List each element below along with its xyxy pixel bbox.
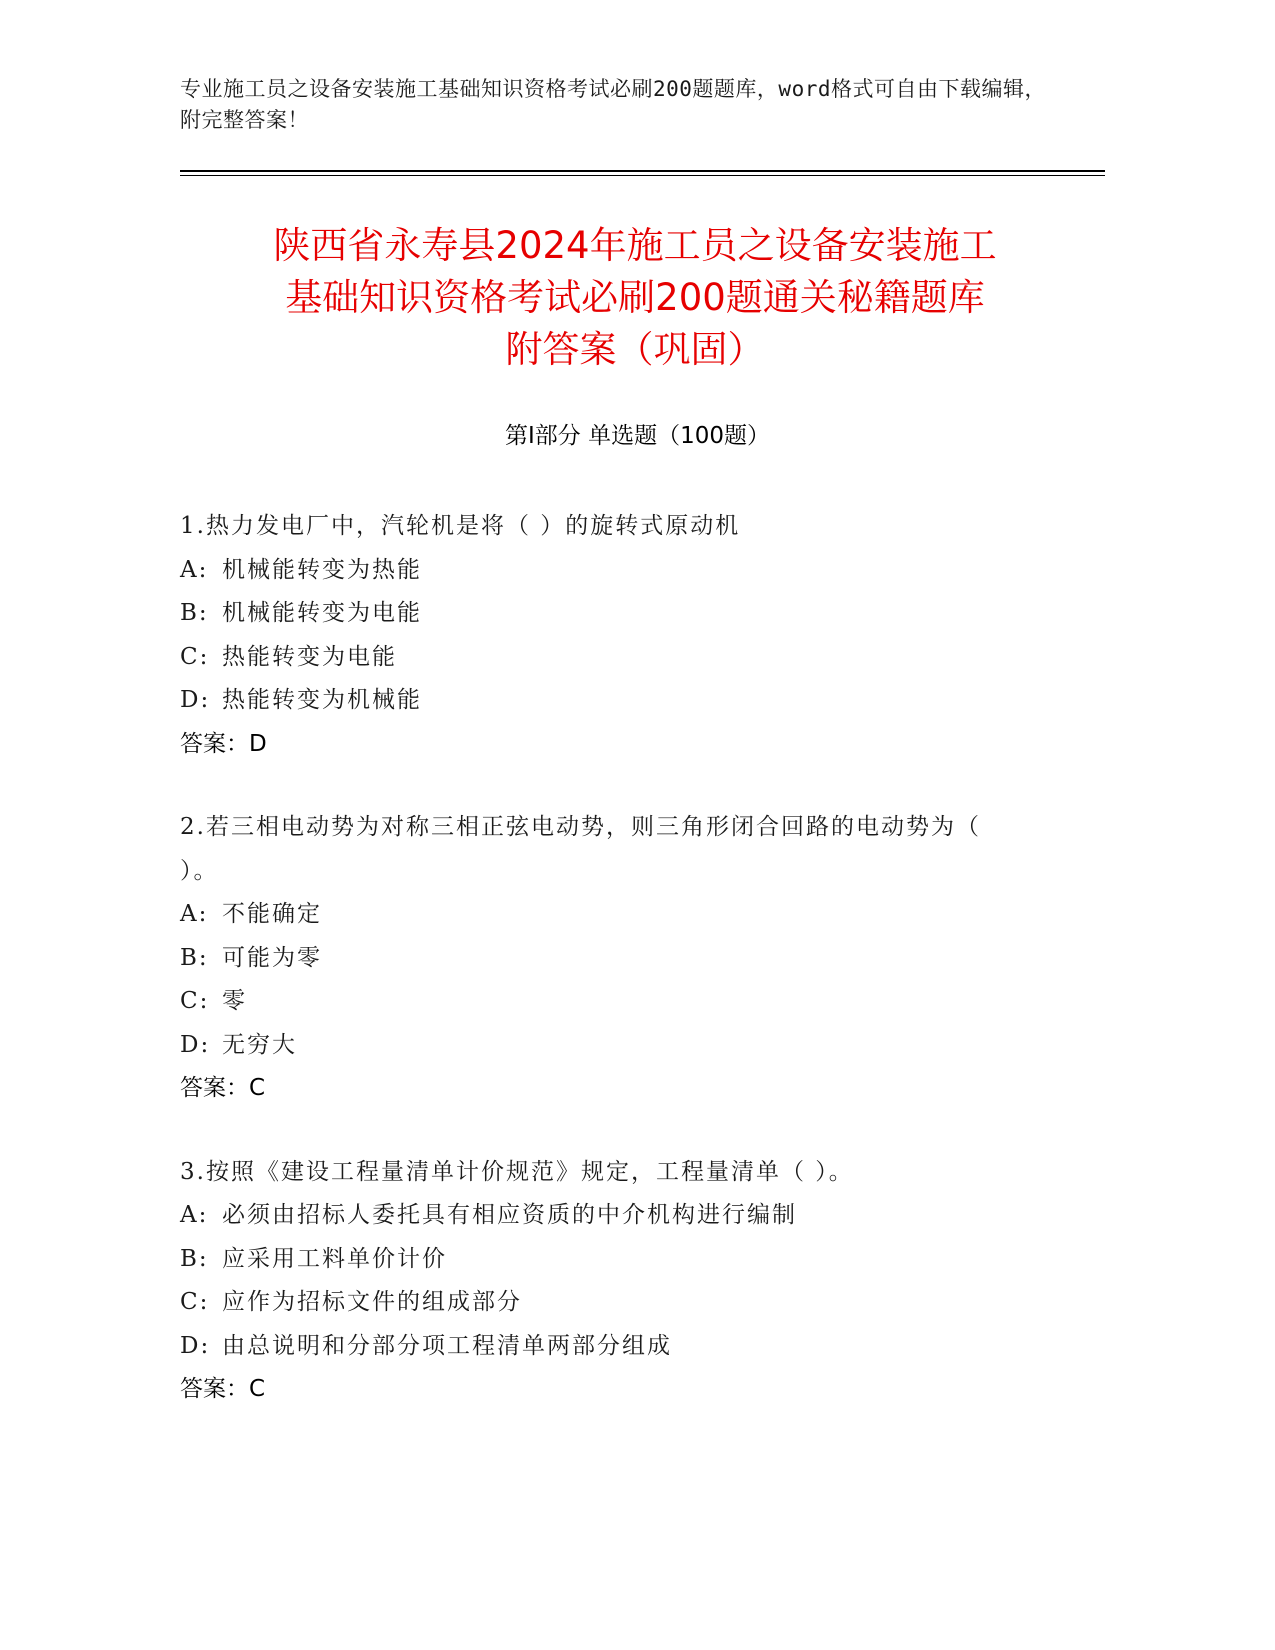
header-divider-thick [180, 170, 1105, 172]
question-stem: 1.热力发电厂中，汽轮机是将（ ）的旋转式原动机 [180, 513, 741, 539]
header-divider-thin [180, 175, 1105, 176]
option-text: 由总说明和分部分项工程清单两部分组成 [222, 1332, 672, 1359]
header-note: 专业施工员之设备安装施工基础知识资格考试必刷200题题库，word格式可自由下载编辑，附完整答案！ [180, 77, 1046, 132]
option-text: 不能确定 [222, 901, 322, 927]
option-text: 热能转变为电能 [222, 643, 397, 670]
option-c [180, 636, 1080, 680]
option-a [180, 549, 1080, 593]
answer: 答案：D [180, 730, 267, 757]
question-2 [180, 806, 1080, 1111]
option-key: A: [180, 1202, 209, 1228]
option-text: 应作为招标文件的组成部分 [222, 1289, 522, 1315]
question-3 [180, 1151, 1080, 1412]
answer: 答案：C [180, 1376, 266, 1402]
option-b [180, 592, 1080, 636]
option-key: B: [180, 1245, 209, 1272]
question-list [180, 505, 1080, 1452]
option-text: 无穷大 [222, 1031, 297, 1058]
option-d [180, 679, 1080, 723]
option-text: 机械能转变为电能 [222, 600, 422, 626]
option-key: A: [180, 901, 209, 927]
option-key: C: [180, 988, 210, 1014]
document-title [130, 220, 1140, 376]
option-text: 可能为零 [222, 944, 322, 971]
question-stem: 3.按照《建设工程量清单计价规范》规定，工程量清单（ ）。 [180, 1158, 854, 1185]
option-d [180, 1024, 1080, 1068]
option-key: C: [180, 643, 210, 670]
answer: 答案：C [180, 1075, 266, 1101]
document-title-line-3: 附答案（巩固） [505, 328, 765, 371]
option-key: D: [180, 1332, 211, 1359]
section-title: 第Ⅰ部分 单选题（100题） [505, 423, 770, 449]
option-c [180, 980, 1080, 1024]
option-key: D: [180, 687, 211, 713]
option-c [180, 1281, 1080, 1325]
option-text: 应采用工料单价计价 [222, 1245, 447, 1272]
question-stem: 2.若三相电动势为对称三相正弦电动势，则三角形闭合回路的电动势为（ ）。 [180, 814, 981, 884]
question-1 [180, 505, 1080, 766]
option-key: C: [180, 1289, 210, 1315]
option-text: 零 [222, 988, 247, 1014]
option-key: D: [180, 1031, 211, 1058]
document-title-line-2: 基础知识资格考试必刷200题通关秘籍题库 [285, 276, 985, 319]
option-a [180, 1194, 1080, 1238]
option-key: B: [180, 600, 209, 626]
option-b [180, 1238, 1080, 1282]
option-key: A: [180, 556, 209, 583]
option-key: B: [180, 944, 209, 971]
option-d [180, 1325, 1080, 1369]
option-a [180, 893, 1080, 937]
document-title-line-1: 陕西省永寿县2024年施工员之设备安装施工 [273, 224, 997, 267]
option-b [180, 937, 1080, 981]
option-text: 必须由招标人委托具有相应资质的中介机构进行编制 [222, 1202, 797, 1228]
option-text: 机械能转变为热能 [222, 556, 422, 583]
option-text: 热能转变为机械能 [222, 687, 422, 713]
